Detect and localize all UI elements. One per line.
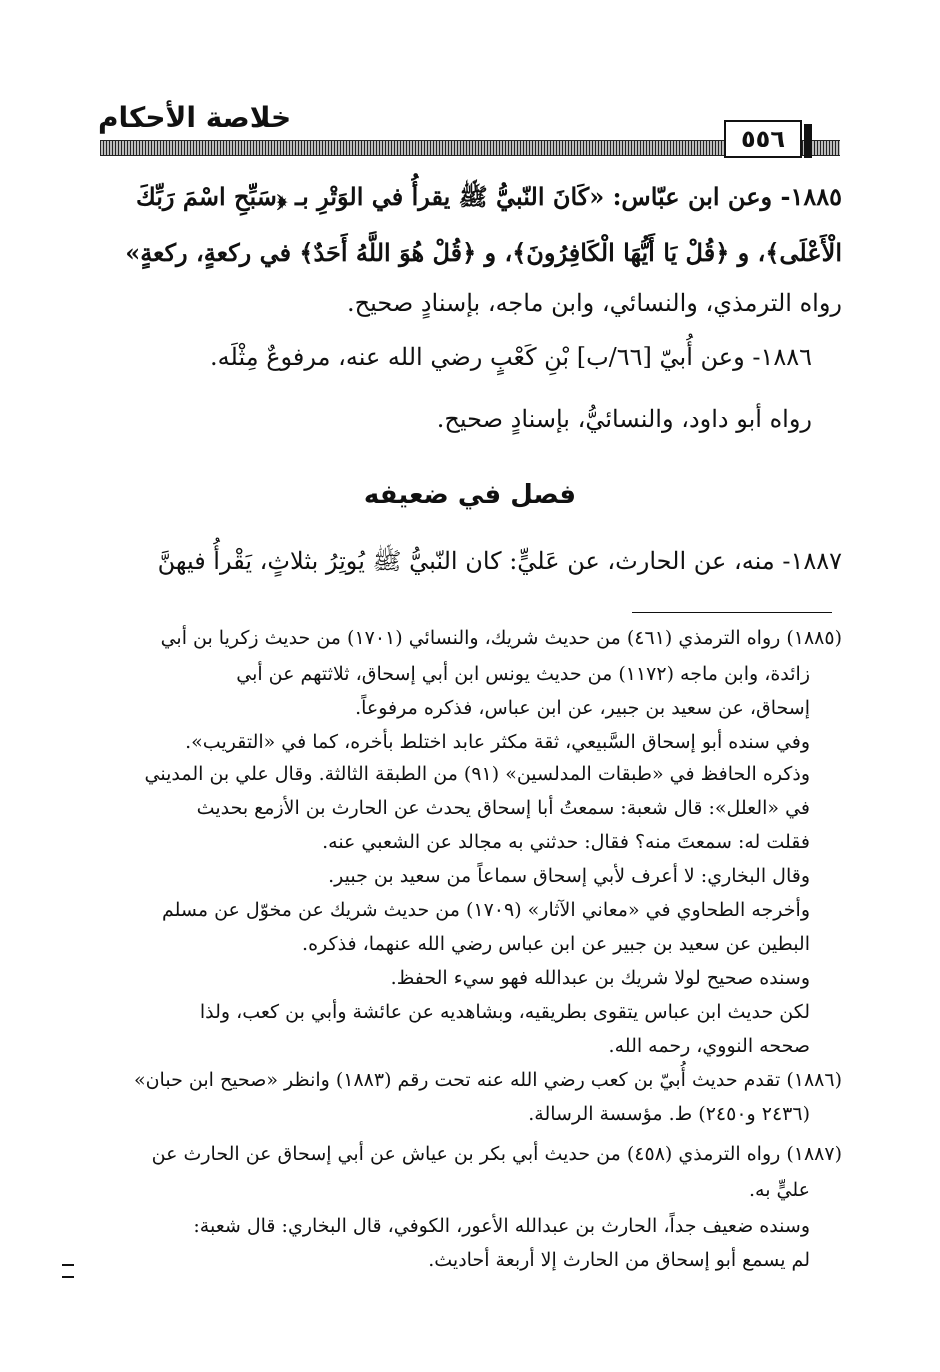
hadith-1885-source: رواه الترمذي، والنسائي، وابن ماجه، بإسنادٍ صحيح. bbox=[346, 289, 842, 317]
running-title: خلاصة الأحكام bbox=[98, 101, 292, 134]
footnote-line: وذكره الحافظ في «طبقات المدلسين» (٩١) من الطبقة الثالثة. وقال علي بن المديني bbox=[144, 763, 810, 785]
footnote-line: عليٍّ به. bbox=[748, 1179, 810, 1201]
hadith-1886: ١٨٨٦- وعن أُبيّ [٦٦/ب] بْنِ كَعْبٍ رضي الله عنه، مرفوعٌ مِثْلَه. bbox=[210, 343, 812, 371]
hadith-1885-line-1: ١٨٨٥- وعن ابن عبّاس: «كَانَ النّبيُّ ﷺ يقرأُ في الوَتْرِ بـ ﴿سَبِّحِ اسْمَ رَبِّكَ bbox=[136, 182, 842, 211]
margin-mark bbox=[62, 1264, 74, 1278]
footnote-line: وقال البخاري: لا أعرف لأبي إسحاق سماعاً من سعيد بن جبير. bbox=[328, 865, 810, 887]
footnote-1887-line: (١٨٨٧) رواه الترمذي (٤٥٨) من حديث أبي بكر بن عياش عن أبي إسحاق عن الحارث عن bbox=[151, 1143, 842, 1165]
footnote-line: وسنده صحيح لولا شريك بن عبدالله فهو سيء الحفظ. bbox=[390, 967, 810, 989]
footnote-1886-line: (١٨٨٦) تقدم حديث أُبيّ بن كعب رضي الله عنه تحت رقم (١٨٨٣) وانظر «صحيح ابن حبان» bbox=[133, 1069, 842, 1091]
footnote-line: لكن حديث ابن عباس يتقوى بطريقيه، وبشاهديه عن عائشة وأبي بن كعب، ولذا bbox=[199, 1001, 810, 1023]
page-number: ٥٥٦ bbox=[724, 120, 802, 158]
footnote-line: (٢٤٣٦ و٢٤٥٠) ط. مؤسسة الرسالة. bbox=[528, 1103, 810, 1125]
footnote-line: وفي سنده أبو إسحاق السَّبيعي، ثقة مكثر عابد اختلط بأخره، كما في «التقريب». bbox=[185, 731, 810, 753]
footnote-line: البطين عن سعيد بن جبير عن ابن عباس رضي الله عنهما، فذكره. bbox=[302, 933, 810, 955]
hadith-1886-source: رواه أبو داود، والنسائيُّ، بإسنادٍ صحيح. bbox=[436, 405, 812, 433]
footnote-line: إسحاق، عن سعيد بن جبير، عن ابن عباس، فذكره مرفوعاً. bbox=[355, 697, 810, 719]
footnote-line: وأخرجه الطحاوي في «معاني الآثار» (١٧٠٩) من حديث شريك عن مخوّل عن مسلم bbox=[161, 899, 810, 921]
footnote-line: زائدة، وابن ماجه (١١٧٢) من حديث يونس ابن أبي إسحاق، ثلاثتهم عن أبي bbox=[236, 663, 810, 685]
section-title: فصل في ضعيفه bbox=[363, 480, 577, 510]
footnote-line: صححه النووي، رحمه الله. bbox=[608, 1035, 810, 1057]
footnote-1885-line: (١٨٨٥) رواه الترمذي (٤٦١) من حديث شريك، والنسائي (١٧٠١) من حديث زكريا بن أبي bbox=[160, 627, 842, 649]
footnote-line: في «العلل»: قال شعبة: سمعتُ أبا إسحاق يحدث عن الحارث بن الأزمع بحديث bbox=[196, 797, 810, 819]
footnote-line: وسنده ضعيف جداً، الحارث بن عبدالله الأعور، الكوفي، قال البخاري: قال شعبة: bbox=[193, 1215, 810, 1237]
footnote-line: لم يسمع أبو إسحاق من الحارث إلا أربعة أحاديث. bbox=[428, 1249, 810, 1271]
hadith-1887-line-1: ١٨٨٧- منه، عن الحارث، عن عَليٍّ: كان النّبيُّ ﷺ يُوتِرُ بثلاثٍ، يَقْرأُ فيهنَّ bbox=[157, 547, 842, 575]
hadith-1885-line-2: الْأَعْلَى﴾، و ﴿قُلْ يَا أَيُّهَا الْكَافِرُونَ﴾، و ﴿قُلْ هُوَ اللَّهُ أَحَدٌ﴾ في ركعةٍ، ركعةٍ» bbox=[125, 238, 842, 267]
footnote-line: فقلت له: سمعتَ منه؟ فقال: حدثني به مجالد عن الشعبي عنه. bbox=[322, 831, 810, 853]
footnote-separator bbox=[632, 612, 832, 613]
